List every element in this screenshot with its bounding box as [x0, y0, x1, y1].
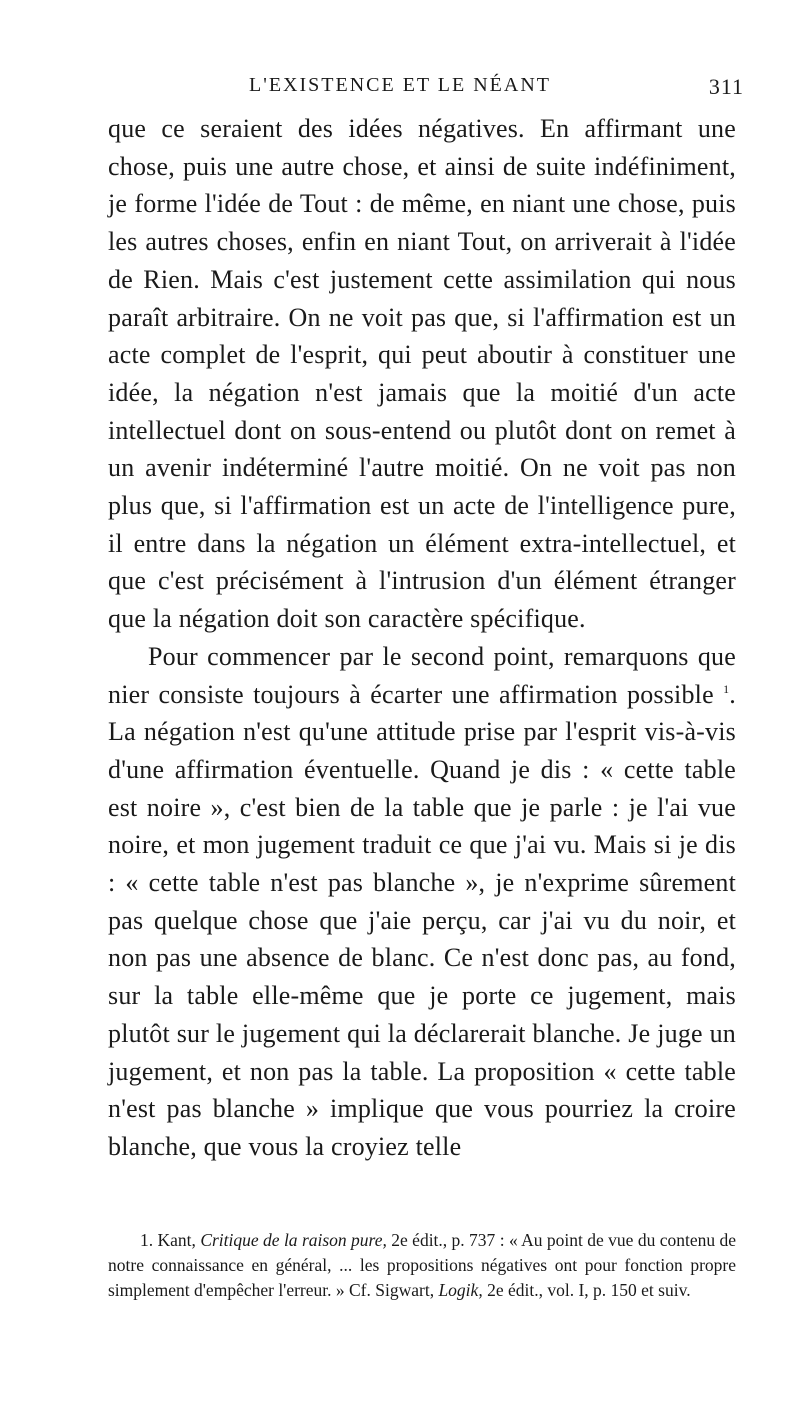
- footnote-author: Kant,: [157, 1230, 196, 1250]
- footnote-text-b: 2e édit., vol. I, p. 150 et suiv.: [487, 1280, 691, 1300]
- footnote-1: [108, 1228, 736, 1303]
- paragraph-2: [108, 638, 736, 1166]
- footnote: [108, 1228, 736, 1303]
- running-title: L'EXISTENCE ET LE NÉANT: [249, 74, 551, 96]
- running-head: [0, 74, 800, 110]
- body-text: [108, 110, 736, 1166]
- footnote-number: 1.: [140, 1230, 154, 1250]
- paragraph-2-text-b: . La négation n'est qu'une attitude prise par l'esprit vis-à-vis d'une affirmation éventuelle. Quand je dis : « cette table est noire », c'est bien de la table que je parle : je l'ai vue noire, et mon jugement traduit ce que j'ai vu. Mais si je dis : « cette table n'est pas blanche », je n'exprime sûrement pas quelque chose que j'aie perçu, car j'ai vu du noir, et non pas une absence de blanc. Ce n'est donc pas, au fond, sur la table elle-même que je porte ce jugement, mais plutôt sur le jugement qui la déclarerait blanche. Je juge un jugement, et non pas la table. La proposition « cette table n'est pas blanche » implique que vous pourriez la croire blanche, que vous la croyiez telle: [108, 679, 736, 1161]
- paragraph-1: que ce seraient des idées négatives. En affirmant une chose, puis une autre chose, et ainsi de suite indéfiniment, je forme l'idée de Tout : de même, en niant une chose, puis les autres choses, enfin en niant Tout, on arriverait à l'idée de Rien. Mais c'est justement cette assimilation qui nous paraît arbitraire. On ne voit pas que, si l'affirmation est un acte complet de l'esprit, qui peut aboutir à constituer une idée, la négation n'est jamais que la moitié d'un acte intellectuel dont on sous-entend ou plutôt dont on remet à un avenir indéterminé l'autre moitié. On ne voit pas non plus que, si l'affirmation est un acte de l'intelligence pure, il entre dans la négation un élément extra-intellectuel, et que c'est précisément à l'intrusion d'un élément étranger que la négation doit son caractère spécifique.: [108, 114, 736, 634]
- footnote-work-title: Critique de la raison pure,: [200, 1230, 387, 1250]
- footnote-work-title-2: Logik,: [438, 1280, 483, 1300]
- footnote-text-a: 2e édit., p. 737 : « Au point de vue du contenu de notre connaissance en général, ... les propositions négatives ont pour fonction propre simplement d'empêcher l'erreur. » Cf. Sigwart,: [108, 1230, 737, 1300]
- paragraph-2-text-a: Pour commencer par le second point, remarquons que nier consiste toujours à écarter une affirmation possible: [108, 641, 736, 709]
- footnote-ref: 1: [723, 681, 730, 696]
- page-number: 311: [708, 74, 744, 99]
